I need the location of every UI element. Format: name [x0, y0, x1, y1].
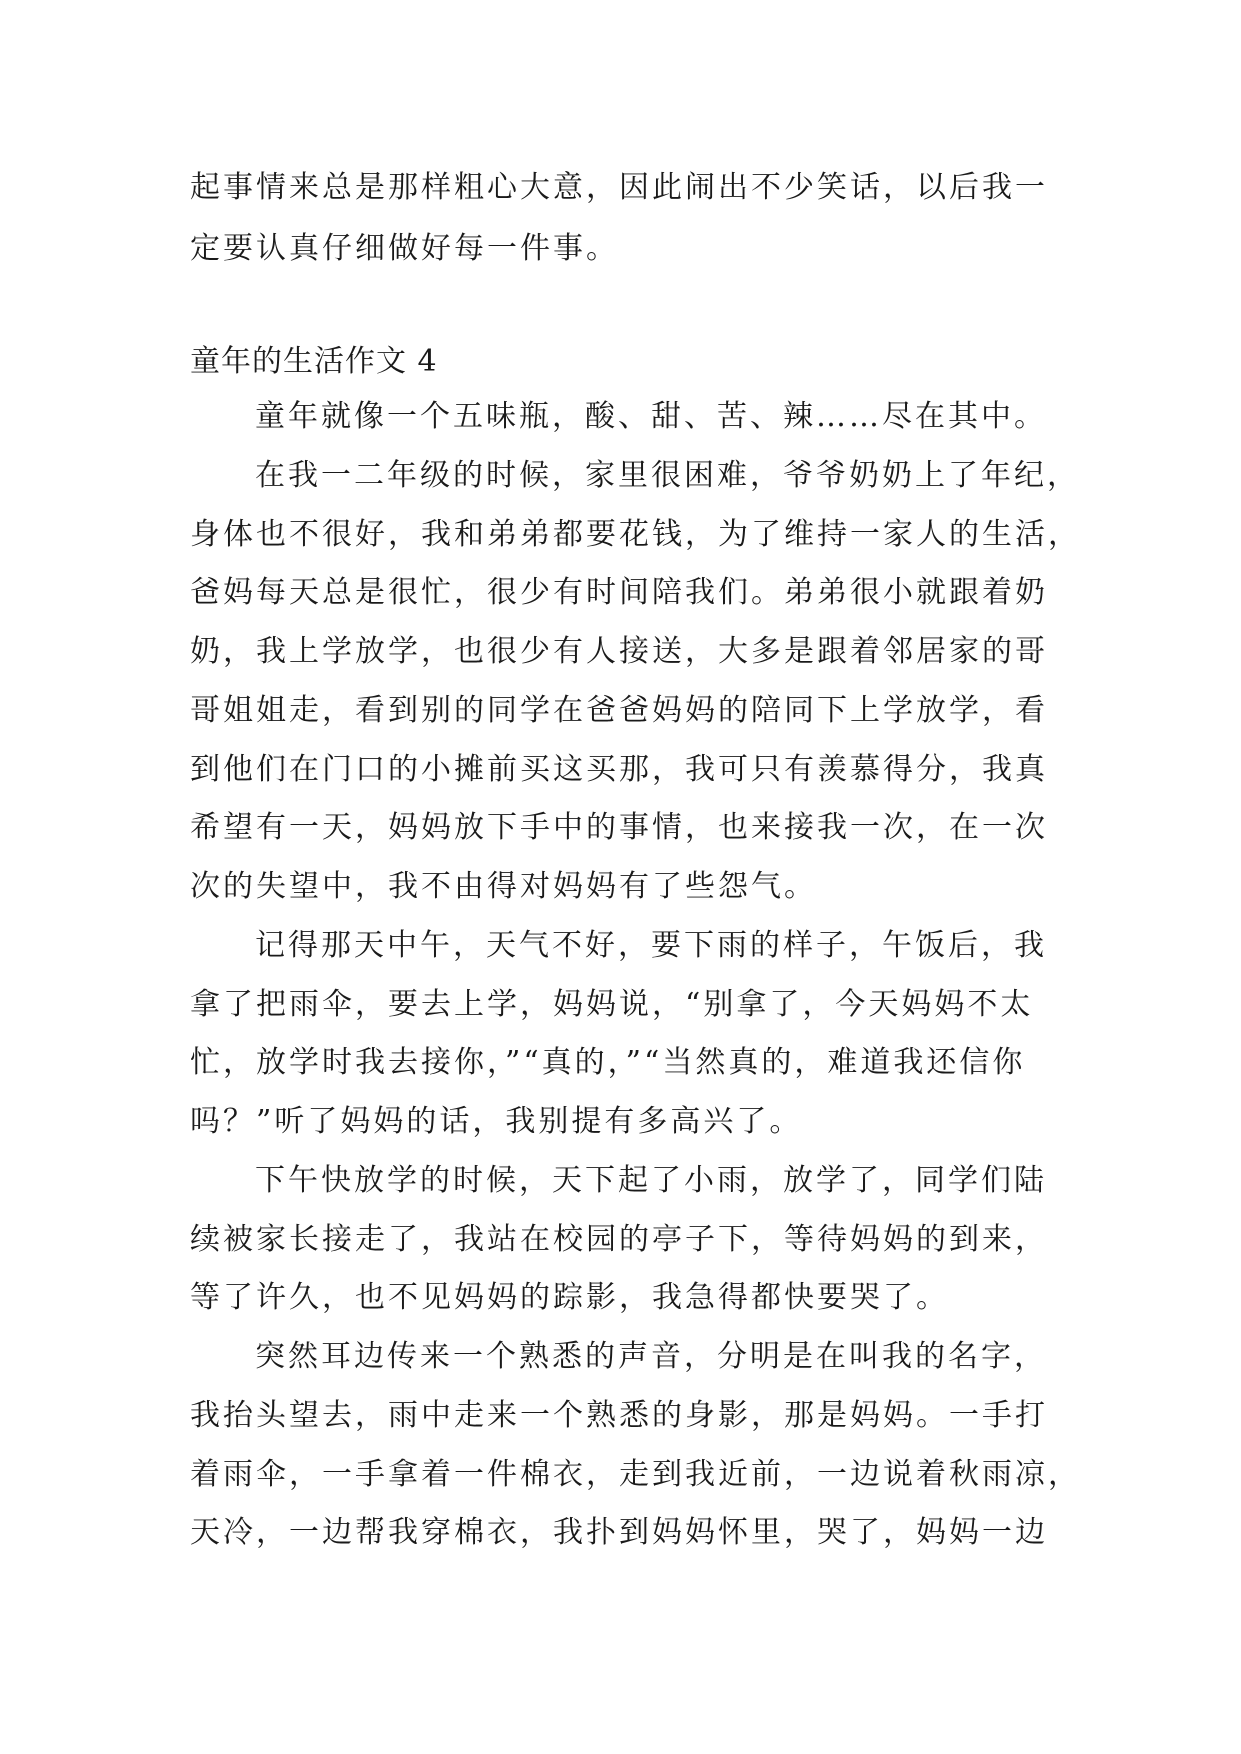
paragraph-line: 突然耳边传来一个熟悉的声音，分明是在叫我的名字， — [255, 1339, 1047, 1374]
paragraph-line: 童年就像一个五味瓶，酸、甜、苦、辣……尽在其中。 — [255, 399, 1047, 434]
paragraph-line: 续被家长接走了，我站在校园的亭子下，等待妈妈的到来， — [190, 1222, 1048, 1257]
paragraph-line: 下午快放学的时候，天下起了小雨，放学了，同学们陆 — [255, 1163, 1047, 1198]
paragraph-line: 吗？”听了妈妈的话，我别提有多高兴了。 — [190, 1104, 803, 1139]
paragraph-line: 爸妈每天总是很忙，很少有时间陪我们。弟弟很小就跟着奶 — [190, 575, 1048, 610]
paragraph-line: 着雨伞，一手拿着一件棉衣，走到我近前，一边说着秋雨凉， — [190, 1457, 1081, 1492]
text-line: 定要认真仔细做好每一件事。 — [190, 231, 619, 266]
text-line: 起事情来总是那样粗心大意，因此闹出不少笑话，以后我一 — [190, 170, 1048, 205]
essay-heading: 童年的生活作文 4 — [190, 344, 438, 379]
paragraph-line: 身体也不很好，我和弟弟都要花钱，为了维持一家人的生活， — [190, 517, 1081, 552]
paragraph-line: 我抬头望去，雨中走来一个熟悉的身影，那是妈妈。一手打 — [190, 1398, 1048, 1433]
paragraph-line: 希望有一天，妈妈放下手中的事情，也来接我一次，在一次 — [190, 810, 1048, 845]
paragraph-line: 奶，我上学放学，也很少有人接送，大多是跟着邻居家的哥 — [190, 634, 1048, 669]
paragraph-line: 在我一二年级的时候，家里很困难，爷爷奶奶上了年纪， — [255, 458, 1080, 493]
paragraph-line: 记得那天中午，天气不好，要下雨的样子，午饭后，我 — [255, 928, 1047, 963]
paragraph-line: 天冷，一边帮我穿棉衣，我扑到妈妈怀里，哭了，妈妈一边 — [190, 1515, 1048, 1550]
paragraph-line: 等了许久，也不见妈妈的踪影，我急得都快要哭了。 — [190, 1280, 949, 1315]
paragraph-line: 哥姐姐走，看到别的同学在爸爸妈妈的陪同下上学放学，看 — [190, 693, 1048, 728]
paragraph-line: 拿了把雨伞，要去上学，妈妈说，“别拿了，今天妈妈不太 — [190, 987, 1034, 1022]
paragraph-line: 忙，放学时我去接你，”“真的，”“当然真的，难道我还信你 — [190, 1045, 1026, 1080]
paragraph-line: 次的失望中，我不由得对妈妈有了些怨气。 — [190, 869, 817, 904]
paragraph-line: 到他们在门口的小摊前买这买那，我可只有羡慕得分，我真 — [190, 752, 1048, 787]
